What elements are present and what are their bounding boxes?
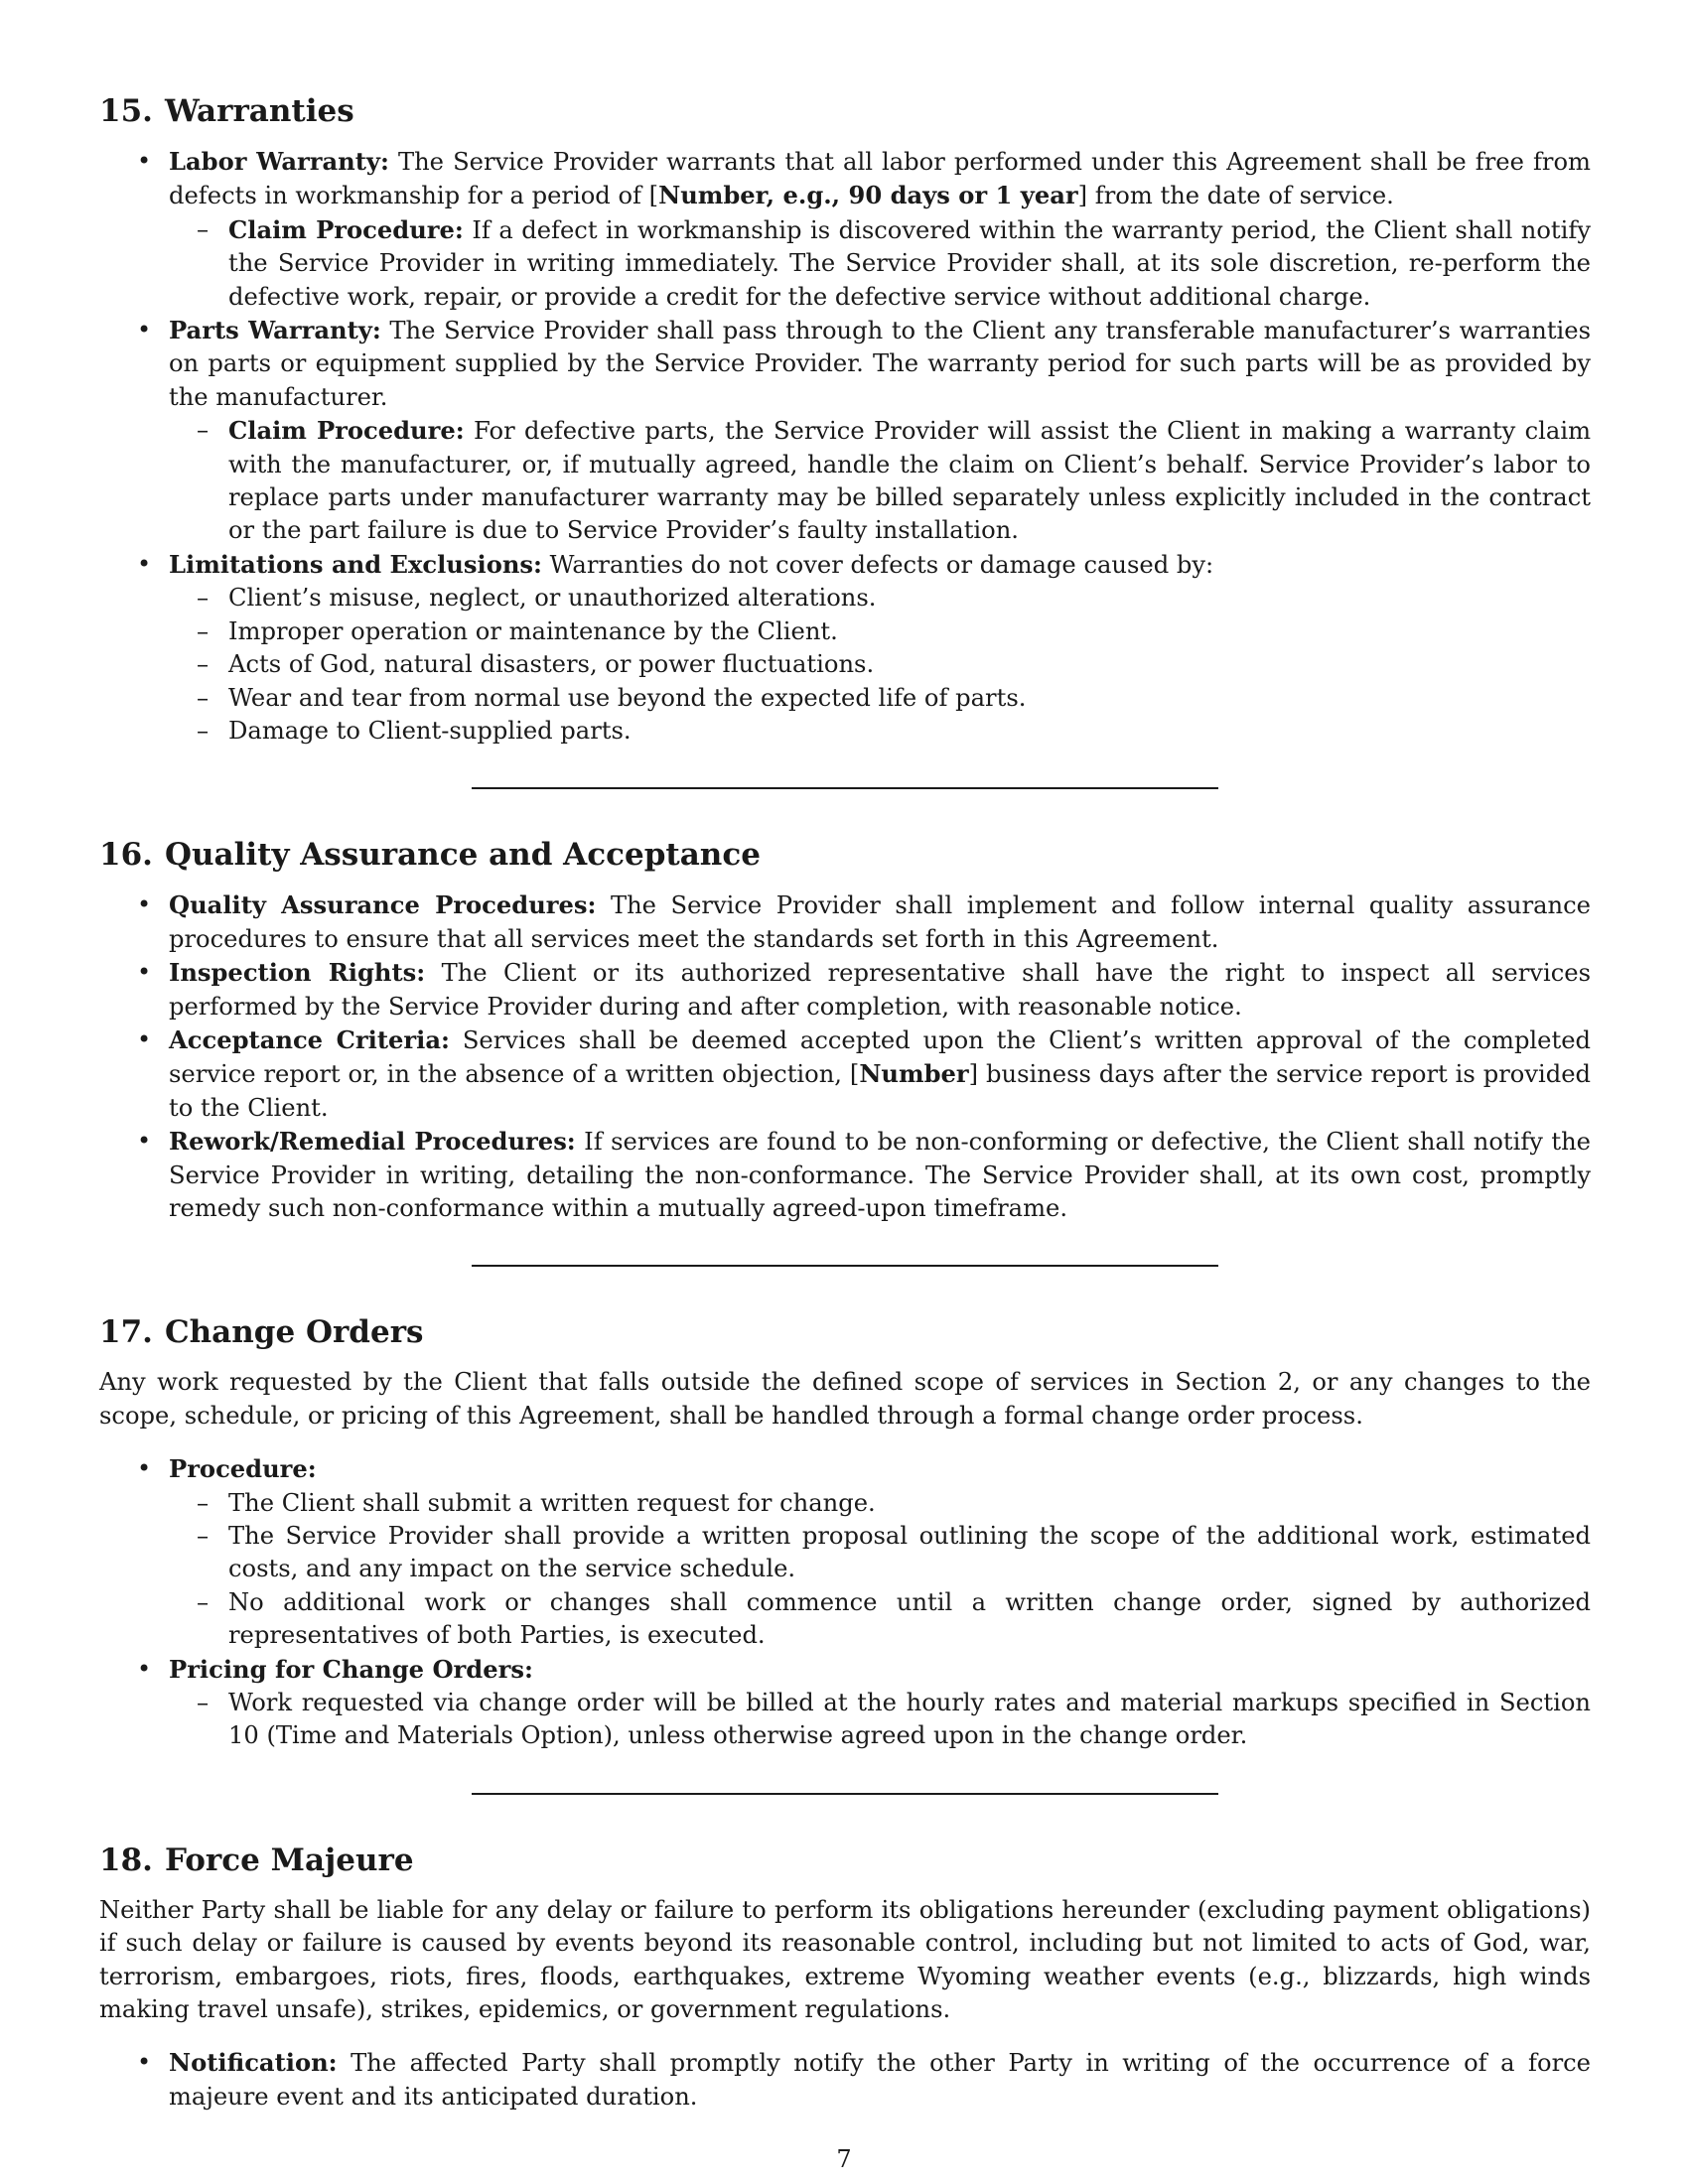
section-divider [472, 787, 1218, 789]
sub-list-item: – No additional work or changes shall commence until a written change order, signed by authorized representatives of both Parties, is executed. [169, 1586, 1591, 1653]
item-label: Notification: [169, 2048, 338, 2078]
list-item [99, 1024, 1591, 1125]
item-text: The affected Party shall promptly notify the other Party in writing of the occurrence of a force majeure event and its anticipated duration. [169, 2049, 1591, 2111]
list-item [99, 956, 1591, 1024]
sub-list [169, 1487, 1591, 1653]
sub-list-item: – Damage to Client-supplied parts. [169, 715, 1591, 748]
item-text: If services are found to be non-conforming or defective, the Client shall notify the Service Provider in writing, detailing the non-conformance. The Service Provider shall, at its own cost, promptly remedy such non-conformance within a mutually agreed-upon timeframe. [169, 1128, 1591, 1222]
bullet-list [99, 888, 1591, 1225]
item-label: Acceptance Criteria: [169, 1024, 450, 1054]
sub-list-item: – Improper operation or maintenance by the Client. [169, 615, 1591, 648]
item-text: Services shall be deemed accepted upon the Client’s written approval of the completed service report or, in the absence of a written objection, [ [169, 1025, 1591, 1089]
item-label: Inspection Rights: [169, 958, 426, 988]
section-force-majeure [99, 1841, 1591, 2114]
sub-item-label: Claim Procedure: [228, 214, 464, 244]
section-number: 15. [99, 93, 153, 129]
item-label: Limitations and Exclusions: [169, 549, 542, 579]
item-label: Procedure: [169, 1454, 317, 1484]
sub-list-item: – Acts of God, natural disasters, or power fluctuations. [169, 648, 1591, 681]
section-change-orders [99, 1312, 1591, 1752]
sub-list-item: – The Service Provider shall provide a written proposal outlining the scope of the additional work, estimated costs, and any impact on the service schedule. [169, 1520, 1591, 1586]
sub-list-item: – The Client shall submit a written request for change. [169, 1487, 1591, 1520]
item-label: Pricing for Change Orders: [169, 1654, 533, 1684]
sub-list-item [169, 213, 1591, 314]
sub-item-text: If a defect in workmanship is discovered within the warranty period, the Client shall notify the Service Provider in writing immediately. The Service Provider shall, at its sole discretion, re-perform the defective work, repair, or provide a credit for the defective service without additional charge. [228, 215, 1591, 311]
section-divider [472, 1793, 1218, 1795]
list-item [99, 1653, 1591, 1753]
section-number: 16. [99, 837, 153, 874]
bullet-list [99, 2046, 1591, 2114]
sub-list [169, 414, 1591, 548]
item-text: Warranties do not cover defects or damage caused by: [541, 550, 1214, 579]
list-item [99, 2046, 1591, 2114]
item-text: ] from the date of service. [1077, 182, 1394, 210]
section-title: Change Orders [164, 1314, 424, 1351]
list-item [99, 548, 1591, 748]
item-text: The Service Provider shall pass through to the Client any transferable manufacturer’s warranties on parts or equipment supplied by the Service Provider. The warranty period for such parts will be as provided by the manufacturer. [169, 317, 1592, 411]
list-item [99, 1125, 1591, 1225]
page-number: 7 [836, 2145, 852, 2173]
section-number: 17. [99, 1314, 153, 1351]
item-label: Quality Assurance Procedures: [169, 890, 597, 920]
section-title: Warranties [164, 93, 354, 129]
sub-list [169, 1687, 1591, 1753]
section-heading [99, 1841, 1591, 1880]
item-text: The Service Provider warrants that all labor performed under this Agreement shall be free from defects in workmanship for a period of [ [169, 148, 1591, 210]
sub-list-item: – Client’s misuse, neglect, or unauthorized alterations. [169, 582, 1591, 614]
section-heading [99, 91, 1591, 131]
sub-list-item: – Work requested via change order will be billed at the hourly rates and material markups specified in Section 10 (Time and Materials Option), unless otherwise agreed upon in the change order. [169, 1687, 1591, 1753]
sub-list [169, 213, 1591, 314]
list-item [99, 888, 1591, 956]
bullet-list [99, 1452, 1591, 1753]
section-number: 18. [99, 1842, 153, 1878]
section-intro: Neither Party shall be liable for any delay or failure to perform its obligations hereunder (excluding payment obligations) if such delay or failure is caused by events beyond its reasonable control, including but not limited to acts of God, war, terrorism, embargoes, riots, fires, floods, earthquakes, extreme Wyoming weather events (e.g., blizzards, high winds making travel unsafe), strikes, epidemics, or government regulations. [99, 1895, 1591, 2024]
section-divider [472, 1265, 1218, 1267]
item-text: ] business days after the service report is provided to the Client. [169, 1060, 1592, 1122]
sub-item-text: For defective parts, the Service Provider will assist the Client in making a warranty claim with the manufacturer, or, if mutually agreed, handle the claim on Client’s behalf. Service Provider’s labor to replace parts under manufacturer warranty may be billed separately unless explicitly included in the contract or the part failure is due to Service Provider’s faulty installation. [228, 417, 1591, 545]
item-label: Labor Warranty: [169, 147, 389, 176]
sub-list-item: – Wear and tear from normal use beyond the expected life of parts. [169, 682, 1591, 715]
section-title: Force Majeure [164, 1842, 414, 1878]
placeholder-text: Number [859, 1059, 969, 1089]
placeholder-text: Number, e.g., 90 days or 1 year [658, 181, 1078, 210]
sub-list-item [169, 414, 1591, 548]
item-label: Parts Warranty: [169, 316, 381, 345]
list-item [99, 314, 1591, 548]
list-item [99, 145, 1591, 314]
list-item [99, 1452, 1591, 1652]
section-title: Quality Assurance and Acceptance [164, 837, 761, 874]
section-warranties [99, 91, 1591, 748]
sub-list [169, 582, 1591, 748]
section-heading [99, 835, 1591, 875]
section-intro: Any work requested by the Client that falls outside the defined scope of services in Section 2, or any changes to the scope, schedule, or pricing of this Agreement, shall be handled through a formal change order process. [99, 1368, 1591, 1430]
section-quality-assurance [99, 835, 1591, 1225]
document-page [99, 91, 1591, 2114]
section-heading [99, 1312, 1591, 1352]
bullet-list [99, 145, 1591, 748]
sub-item-label: Claim Procedure: [228, 416, 465, 446]
item-label: Rework/Remedial Procedures: [169, 1127, 576, 1157]
item-text: The Service Provider shall implement and follow internal quality assurance procedures to ensure that all services meet the standards set forth in this Agreement. [169, 891, 1591, 953]
item-text: The Client or its authorized representative shall have the right to inspect all services performed by the Service Provider during and after completion, with reasonable notice. [169, 959, 1591, 1021]
